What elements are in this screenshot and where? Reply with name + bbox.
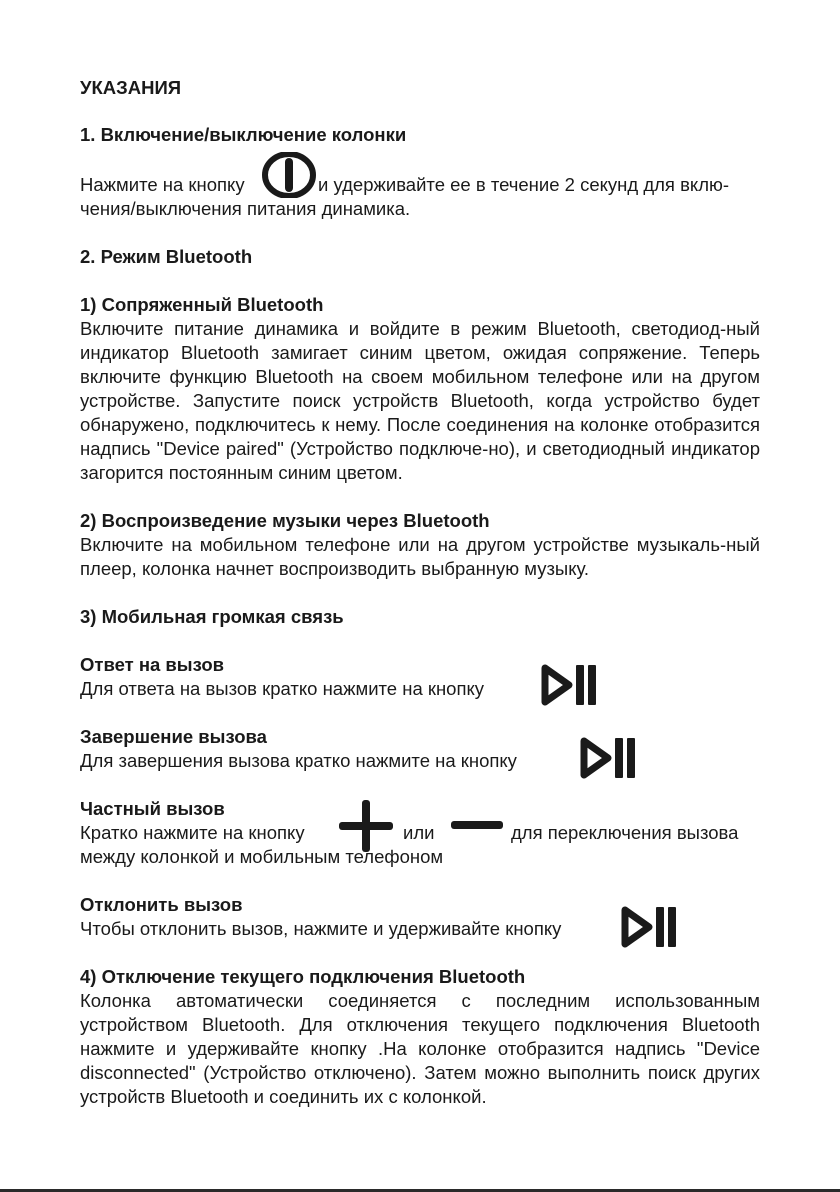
music-heading: 2) Воспроизведение музыки через Bluetooth <box>80 510 490 531</box>
private-call-line2: между колонкой и мобильным телефоном <box>80 846 444 867</box>
end-call-heading: Завершение вызова <box>80 726 267 747</box>
private-call-text-before: Кратко нажмите на кнопку <box>80 822 305 843</box>
power-text-after: и удерживайте ее в течение 2 секунд для вклю- <box>318 174 730 195</box>
play-pause-icon <box>539 663 597 707</box>
disconnect-heading: 4) Отключение текущего подключения Bluetooth <box>80 966 526 987</box>
section-power-heading: 1. Включение/выключение колонки <box>80 124 407 145</box>
disconnect-text: Колонка автоматически соединяется с последним использованным устройством Bluetooth. Для отключения текущего подключения Bluetooth нажмите и удерживайте кнопку .На колонке отобразится надпись "Device disconnected" (Устройство отключено). Затем можно выполнить поиск других устройств Bluetooth и соединить их с колонкой. <box>80 990 760 1107</box>
answer-call-text: Для ответа на вызов кратко нажмите на кнопку <box>80 678 485 699</box>
reject-call-heading: Отклонить вызов <box>80 894 243 915</box>
answer-call-heading: Ответ на вызов <box>80 654 225 675</box>
power-text-before: Нажмите на кнопку <box>80 174 245 195</box>
end-call-text: Для завершения вызова кратко нажмите на кнопку <box>80 750 517 771</box>
private-call-text-after: для переключения вызова <box>511 822 739 843</box>
reject-call-text: Чтобы отклонить вызов, нажмите и удерживайте кнопку <box>80 918 562 939</box>
pairing-text: Включите питание динамика и войдите в режим Bluetooth, светодиод-ный индикатор Bluetooth замигает синим цветом, ожидая сопряжение. Теперь включите функцию Bluetooth на своем мобильном телефоне или на другом устройстве. Запустите поиск устройств Bluetooth, когда устройство будет обнаружено, подключитесь к нему. После соединения на колонке отобразится надпись "Device paired" (Устройство подключе-но), и светодиодный индикатор загорится постоянным синим цветом. <box>80 318 760 483</box>
music-text: Включите на мобильном телефоне или на другом устройстве музыкаль-ный плеер, колонка начнет воспроизводить выбранную музыку. <box>80 534 760 579</box>
private-call-or: или <box>403 822 435 843</box>
play-pause-icon <box>619 905 677 949</box>
play-pause-icon <box>578 736 636 780</box>
power-instruction-line2: чения/выключения питания динамика. <box>80 198 411 219</box>
page-title: УКАЗАНИЯ <box>80 77 182 98</box>
section-bluetooth-heading: 2. Режим Bluetooth <box>80 246 253 267</box>
handsfree-heading: 3) Мобильная громкая связь <box>80 606 344 627</box>
minus-icon <box>451 820 503 830</box>
pairing-heading: 1) Сопряженный Bluetooth <box>80 294 324 315</box>
power-icon <box>262 152 316 198</box>
private-call-heading: Частный вызов <box>80 798 225 819</box>
